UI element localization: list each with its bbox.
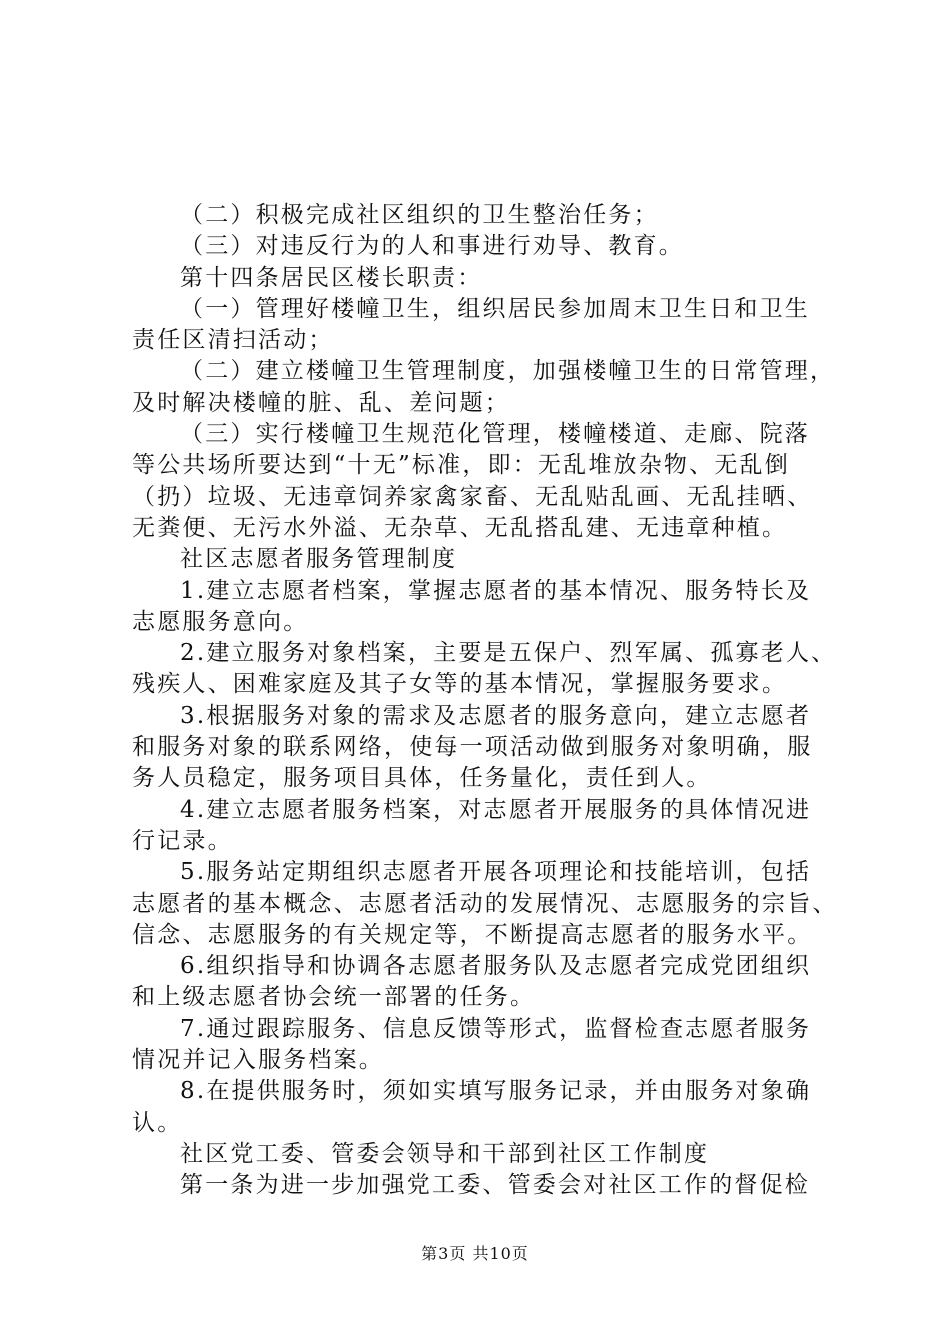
text-line: 等公共场所要达到“十无”标准，即：无乱堆放杂物、无乱倒	[132, 452, 790, 479]
text-line: 和服务对象的联系网络，使每一项活动做到服务对象明确，服	[132, 734, 813, 761]
text-line: 1.建立志愿者档案，掌握志愿者的基本情况、服务特长及	[180, 577, 812, 604]
text-line: 认。	[132, 1109, 183, 1136]
text-line: 社区志愿者服务管理制度	[180, 546, 458, 573]
text-line: 志愿者的基本概念、志愿者活动的发展情况、志愿服务的宗旨、	[132, 890, 838, 917]
text-line: 行记录。	[132, 827, 233, 854]
text-line: （一）管理好楼幢卫生，组织居民参加周末卫生日和卫生	[180, 295, 810, 322]
text-line: （二）建立楼幢卫生管理制度，加强楼幢卫生的日常管理，	[180, 358, 836, 385]
text-line: 无粪便、无污水外溢、无杂草、无乱搭乱建、无违章种植。	[132, 514, 788, 541]
text-line: 3.根据服务对象的需求及志愿者的服务意向，建立志愿者	[180, 702, 812, 729]
text-line: 6.组织指导和协调各志愿者服务队及志愿者完成党团组织	[180, 953, 812, 980]
text-line: 第十四条居民区楼长职责：	[180, 264, 483, 291]
text-line: （扔）垃圾、无违章饲养家禽家畜、无乱贴乱画、无乱挂晒、	[132, 483, 813, 510]
text-line: （二）积极完成社区组织的卫生整治任务；	[180, 202, 659, 228]
text-line: 2.建立服务对象档案，主要是五保户、烈军属、孤寡老人、	[180, 640, 837, 667]
document-body	[132, 200, 842, 1202]
text-line: 及时解决楼幢的脏、乱、差问题；	[132, 389, 510, 416]
text-line: 信念、志愿服务的有关规定等，不断提高志愿者的服务水平。	[132, 921, 813, 948]
text-line: 志愿服务意向。	[132, 608, 309, 635]
text-line: 情况并记入服务档案。	[132, 1047, 384, 1074]
text-line: 和上级志愿者协会统一部署的任务。	[132, 984, 536, 1011]
text-line: 第一条为进一步加强党工委、管委会对社区工作的督促检	[180, 1172, 810, 1199]
text-line: （三）实行楼幢卫生规范化管理，楼幢楼道、走廊、院落	[180, 421, 810, 448]
text-line: 责任区清扫活动；	[132, 327, 334, 354]
page-footer: 第3页 共10页	[421, 1244, 529, 1263]
text-line: 社区党工委、管委会领导和干部到社区工作制度	[180, 1140, 710, 1167]
text-line: 7.通过跟踪服务、信息反馈等形式，监督检查志愿者服务	[180, 1015, 812, 1042]
text-line: 4.建立志愿者服务档案，对志愿者开展服务的具体情况进	[180, 796, 812, 823]
text-line: 残疾人、困难家庭及其子女等的基本情况，掌握服务要求。	[132, 671, 788, 698]
text-line: 8.在提供服务时，须如实填写服务记录，并由服务对象确	[180, 1078, 812, 1105]
text-line: （三）对违反行为的人和事进行劝导、教育。	[180, 233, 684, 260]
text-line: 务人员稳定，服务项目具体，任务量化，责任到人。	[132, 765, 712, 792]
text-line: 5.服务站定期组织志愿者开展各项理论和技能培训，包括	[180, 859, 812, 886]
